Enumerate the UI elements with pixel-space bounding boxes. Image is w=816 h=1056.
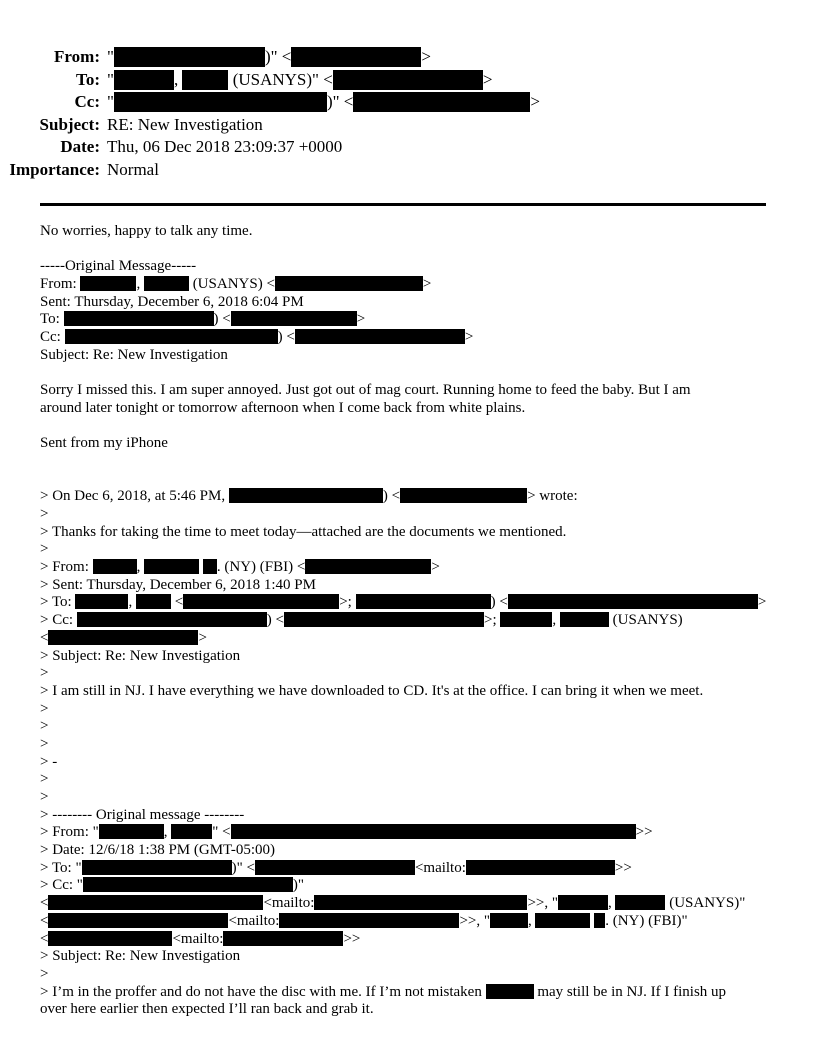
email-line <box>40 966 776 984</box>
redaction-bar <box>48 895 263 910</box>
redaction-bar <box>508 594 758 609</box>
text-run: > - <box>40 753 58 770</box>
text-run: < <box>170 594 184 611</box>
text-run: > <box>464 329 474 346</box>
text-run: <mailto: <box>228 912 280 929</box>
redaction-bar <box>615 895 665 910</box>
text-run: , <box>163 824 172 841</box>
text-run: )" < <box>231 859 255 876</box>
redaction-bar <box>48 630 198 645</box>
redaction-bar <box>275 276 423 291</box>
text-run: (USANYS) < <box>188 276 275 293</box>
redaction-bar <box>75 594 128 609</box>
email-line <box>40 400 776 418</box>
email-line <box>40 771 776 789</box>
text-run: > <box>530 92 540 111</box>
text-run: > -------- Original message -------- <box>40 806 245 823</box>
redaction-bar <box>144 276 189 291</box>
email-line <box>40 736 776 754</box>
redaction-bar <box>114 47 265 67</box>
email-line <box>40 294 776 312</box>
email-line <box>40 453 776 471</box>
header-field-value <box>107 114 263 137</box>
text-run: > <box>40 771 49 788</box>
email-line <box>40 913 776 931</box>
email-line <box>40 471 776 489</box>
header-field-label: Cc: <box>74 92 100 111</box>
email-line <box>40 488 776 506</box>
header-field-to <box>0 69 816 92</box>
header-field-importance <box>0 159 816 182</box>
header-field-label: From: <box>54 47 100 66</box>
text-run: >>, " <box>459 912 490 929</box>
text-run: )" < <box>326 92 354 111</box>
redaction-bar <box>48 913 228 928</box>
email-line <box>40 877 776 895</box>
text-run: ) < <box>213 311 231 328</box>
redaction-bar <box>305 559 431 574</box>
redaction-bar <box>223 931 343 946</box>
text-run: RE: New Investigation <box>107 114 263 134</box>
email-line <box>40 630 776 648</box>
header-field-value <box>107 69 492 92</box>
text-run: No worries, happy to talk any time. <box>40 223 253 239</box>
email-line <box>40 895 776 913</box>
email-line <box>40 329 776 347</box>
redaction-bar <box>231 824 636 839</box>
text-run: < <box>40 629 49 646</box>
header-field-label: Importance: <box>9 159 100 179</box>
header-field-value <box>107 136 342 159</box>
redaction-bar <box>291 47 421 67</box>
text-run: >; <box>339 594 356 611</box>
redaction-bar <box>182 70 228 90</box>
text-run: . (NY) (FBI) < <box>216 559 306 576</box>
text-run: > On Dec 6, 2018, at 5:46 PM, <box>40 488 229 505</box>
email-line <box>40 241 776 259</box>
email-line <box>40 860 776 878</box>
text-run: > Date: 12/6/18 1:38 PM (GMT-05:00) <box>40 842 275 859</box>
text-run: Sorry I missed this. I am super annoyed. Just got out of mag court. Running home to feed the baby. But I am <box>40 382 691 399</box>
text-run: , <box>136 559 145 576</box>
redaction-bar <box>284 612 484 627</box>
header-field-from <box>0 46 816 69</box>
email-line <box>40 824 776 842</box>
redaction-bar <box>77 612 267 627</box>
redaction-bar <box>93 559 137 574</box>
redaction-bar <box>333 70 483 90</box>
text-run: ) < <box>490 594 508 611</box>
text-run: , <box>607 895 616 912</box>
text-run: Sent from my iPhone <box>40 435 168 452</box>
header-field-label: To: <box>76 69 100 89</box>
email-line <box>40 365 776 383</box>
text-run: >; <box>484 612 501 629</box>
email-line <box>40 648 776 666</box>
header-field-label: Subject: <box>39 114 100 134</box>
text-run: <mailto: <box>263 895 315 912</box>
text-run: > Cc: " <box>40 877 83 894</box>
text-run: )" < <box>264 47 292 66</box>
redaction-bar <box>466 860 615 875</box>
text-run: From: <box>40 276 81 293</box>
email-line <box>40 258 776 276</box>
email-line <box>40 683 776 701</box>
text-run: > <box>40 506 49 522</box>
text-run: > Subject: Re: New Investigation <box>40 647 241 664</box>
header-field-value <box>107 159 159 182</box>
redaction-bar <box>400 488 527 503</box>
text-run: > Cc: <box>40 612 77 629</box>
text-run: > <box>356 311 366 328</box>
text-run: ) < <box>266 612 285 629</box>
text-run: > <box>422 276 432 293</box>
text-run: , <box>136 276 144 293</box>
text-run: < <box>40 912 49 929</box>
text-run: (USANYS) <box>608 612 683 629</box>
text-run: ) < <box>382 488 401 505</box>
email-line <box>40 311 776 329</box>
redaction-bar <box>48 931 172 946</box>
text-run: , <box>527 912 536 929</box>
header-field-value <box>107 91 540 114</box>
text-run: > I’m in the proffer and do not have the disc with me. If I’m not mistaken <box>40 983 486 1000</box>
text-run: >> <box>343 930 361 947</box>
email-line <box>40 612 776 630</box>
text-run: Thu, 06 Dec 2018 23:09:37 +0000 <box>107 137 343 156</box>
email-line <box>40 701 776 719</box>
redaction-bar <box>229 488 383 503</box>
text-run: Normal <box>107 159 159 179</box>
redaction-bar <box>255 860 415 875</box>
text-run: < <box>40 930 49 947</box>
email-line <box>40 948 776 966</box>
text-run: > <box>421 47 431 66</box>
text-run: > <box>482 69 493 89</box>
text-run: > From: " <box>40 824 99 841</box>
text-run: > Sent: Thursday, December 6, 2018 1:40 PM <box>40 576 316 593</box>
email-line <box>40 418 776 436</box>
text-run: >> <box>614 859 632 876</box>
text-run: (USANYS)" < <box>228 69 333 89</box>
email-line <box>40 665 776 683</box>
redaction-bar <box>356 594 491 609</box>
text-run: Cc: <box>40 329 65 346</box>
text-run: <mailto: <box>172 930 224 947</box>
text-run: over here earlier then expected I’ll ran back and grab it. <box>40 1001 374 1018</box>
text-run: < <box>40 895 49 912</box>
email-line <box>40 577 776 595</box>
redaction-bar <box>279 913 459 928</box>
email-line <box>40 842 776 860</box>
text-run: , <box>552 612 560 629</box>
email-line <box>40 524 776 542</box>
text-run: . (NY) (FBI)" <box>605 912 688 929</box>
redaction-bar <box>490 913 528 928</box>
redaction-bar <box>314 895 527 910</box>
email-line <box>40 276 776 294</box>
text-run: > <box>40 700 49 717</box>
email-body <box>40 223 776 1019</box>
text-run: Subject: Re: New Investigation <box>40 346 228 363</box>
text-run: > <box>40 541 49 558</box>
text-run: > <box>40 718 49 735</box>
email-line <box>40 984 776 1002</box>
text-run: , <box>173 69 183 89</box>
text-run: >> <box>635 824 653 841</box>
email-line <box>40 594 776 612</box>
redaction-bar <box>500 612 552 627</box>
email-line <box>40 541 776 559</box>
header-field-label: Date: <box>60 137 100 156</box>
text-run: > <box>40 789 49 805</box>
text-run: , <box>128 594 136 611</box>
email-line <box>40 789 776 807</box>
email-line <box>40 382 776 400</box>
email-line <box>40 347 776 365</box>
header-field-cc <box>0 91 816 114</box>
email-line <box>40 931 776 949</box>
redaction-bar <box>65 329 278 344</box>
email-line <box>40 559 776 577</box>
email-line <box>40 223 776 241</box>
text-run: " <box>107 69 114 89</box>
text-run: > <box>40 735 49 752</box>
redaction-bar <box>99 824 164 839</box>
redaction-bar <box>594 913 605 928</box>
email-line <box>40 754 776 772</box>
text-run: may still be in NJ. If I finish up <box>533 983 727 1000</box>
text-run: around later tonight or tomorrow afternoon when I come back from white plains. <box>40 399 526 416</box>
text-run: > <box>40 965 49 982</box>
text-run: )" <box>292 877 305 894</box>
text-run: (USANYS)" <box>665 895 746 912</box>
text-run: To: <box>40 311 64 328</box>
redaction-bar <box>64 311 214 326</box>
text-run: -----Original Message----- <box>40 258 197 275</box>
email-line <box>40 718 776 736</box>
redaction-bar <box>353 92 530 112</box>
text-run: " <box>107 47 114 66</box>
redaction-bar <box>171 824 212 839</box>
redaction-bar <box>144 559 199 574</box>
header-divider-rule <box>40 203 766 206</box>
text-run: > To: <box>40 594 76 611</box>
email-header <box>0 0 816 181</box>
text-run: > To: " <box>40 859 82 876</box>
redaction-bar <box>295 329 465 344</box>
text-run: > <box>757 594 767 611</box>
text-run: > I am still in NJ. I have everything we have downloaded to CD. It's at the office. I can bring it when we meet. <box>40 682 704 699</box>
text-run: " <box>107 92 114 111</box>
redaction-bar <box>80 276 136 291</box>
redaction-bar <box>83 877 293 892</box>
redaction-bar <box>203 559 217 574</box>
redaction-bar <box>183 594 339 609</box>
redaction-bar <box>82 860 232 875</box>
text-run: > <box>198 629 207 646</box>
text-run: > <box>40 665 49 682</box>
redaction-bar <box>535 913 590 928</box>
redaction-bar <box>136 594 171 609</box>
text-run: > wrote: <box>527 488 578 505</box>
redaction-bar <box>231 311 357 326</box>
redaction-bar <box>114 70 174 90</box>
redaction-bar <box>486 984 534 999</box>
text-run: ) < <box>277 329 295 346</box>
email-line <box>40 807 776 825</box>
text-run: " < <box>212 824 231 841</box>
text-run: > From: <box>40 559 93 576</box>
header-field-date <box>0 136 816 159</box>
redaction-bar <box>558 895 608 910</box>
text-run: > Subject: Re: New Investigation <box>40 948 241 965</box>
text-run: Sent: Thursday, December 6, 2018 6:04 PM <box>40 293 304 310</box>
redaction-bar <box>560 612 609 627</box>
redaction-bar <box>114 92 327 112</box>
text-run: > <box>431 559 440 576</box>
email-line <box>40 1001 776 1019</box>
text-run: <mailto: <box>414 859 466 876</box>
email-line <box>40 435 776 453</box>
text-run: >>, " <box>527 895 558 912</box>
email-line <box>40 506 776 524</box>
header-field-value <box>107 46 431 69</box>
text-run: > Thanks for taking the time to meet today—attached are the documents we mentioned. <box>40 523 567 540</box>
header-field-subject <box>0 114 816 137</box>
